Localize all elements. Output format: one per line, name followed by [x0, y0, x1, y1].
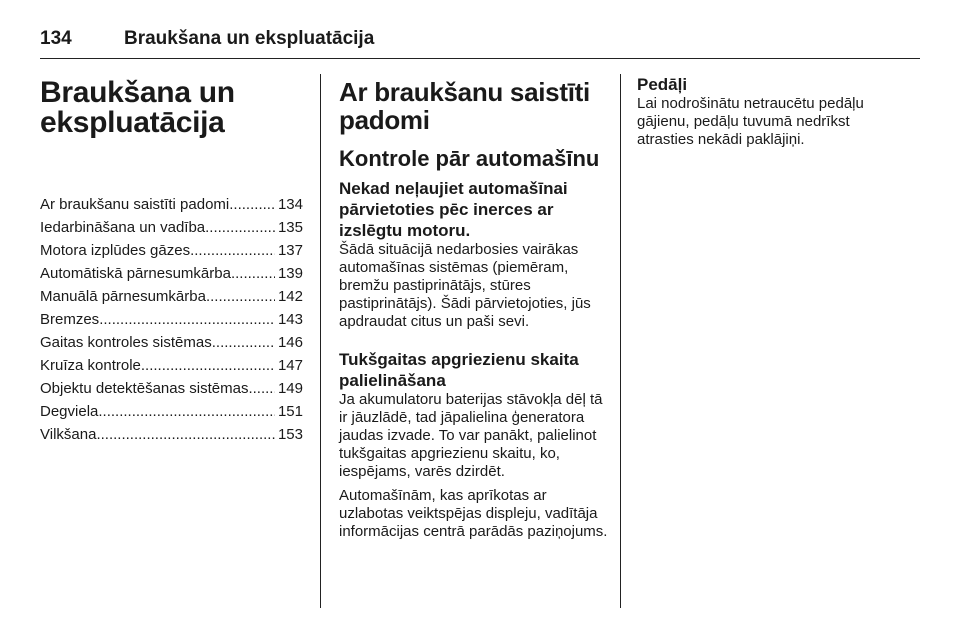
toc-entry-label: Gaitas kontroles sistēmas	[40, 334, 212, 351]
toc-column	[40, 74, 303, 446]
toc-entry-page: 139	[277, 265, 303, 282]
toc-entry-label: Kruīza kontrole	[40, 357, 141, 374]
toc-entry-label: Iedarbināšana un vadība	[40, 219, 206, 236]
pedals-heading: Pedāļi	[637, 75, 688, 94]
toc-entry-label: Motora izplūdes gāzes	[40, 242, 191, 259]
idle-speed-text: Ja akumulatoru baterijas stāvokļa dēļ tā ir jāuzlādē, tad jāpalielina ģeneratora jaudas izvade. To var panākt, palielinot tukšgaitas apgriezienu skaitu, ko, iespējams, varēs dzirdēt.	[339, 391, 603, 480]
toc-entry[interactable]	[40, 354, 303, 377]
toc-entry-label: Degviela	[40, 403, 99, 420]
toc-entry-label: Objektu detektēšanas sistēmas	[40, 380, 249, 397]
toc-entry-page: 153	[277, 426, 303, 443]
toc-entry-page: 146	[277, 334, 303, 351]
toc-leader-dots	[141, 354, 275, 377]
toc-entry-label: Bremzes	[40, 311, 100, 328]
toc-leader-dots	[212, 331, 275, 354]
toc-leader-dots	[98, 400, 275, 423]
toc-entry[interactable]	[40, 331, 303, 354]
toc-entry-label: Ar braukšanu saistīti padomi	[40, 196, 230, 213]
idle-speed-heading: Tukšgaitas apgriezienu skaita palielināšana	[339, 350, 579, 390]
toc-entry[interactable]	[40, 239, 303, 262]
toc-leader-dots	[206, 285, 275, 308]
toc-entry-page: 137	[277, 242, 303, 259]
toc-entry[interactable]	[40, 262, 303, 285]
toc-leader-dots	[190, 239, 275, 262]
toc-leader-dots	[205, 216, 275, 239]
toc-entry-label: Automātiskā pārnesumkārba	[40, 265, 231, 282]
table-of-contents	[40, 193, 303, 446]
toc-leader-dots	[229, 193, 275, 216]
page-header	[40, 10, 374, 50]
toc-leader-dots	[231, 262, 275, 285]
toc-entry[interactable]	[40, 423, 303, 446]
toc-entry-label: Manuālā pārnesumkārba	[40, 288, 206, 305]
pedals-text: Lai nodrošinātu netraucētu pedāļu gājienu, pedāļu tuvumā nedrīkst atrasties nekādi paklājiņi.	[637, 95, 864, 148]
toc-entry-page: 143	[277, 311, 303, 328]
toc-entry-page: 135	[277, 219, 303, 236]
section-title: Ar braukšanu saistīti padomi	[339, 77, 590, 135]
toc-leader-dots	[96, 423, 275, 446]
toc-leader-dots	[248, 377, 275, 400]
coasting-warning-text: Šādā situācijā nedarbosies vairākas automašīnas sistēmas (piemēram, bremžu pastiprinātājs, stūres pastiprinātājs). Šādi pārvietojoties, jūs apdraudat citus un paši sevi.	[339, 241, 591, 330]
column-divider-2	[620, 74, 621, 608]
toc-entry[interactable]	[40, 285, 303, 308]
toc-entry[interactable]	[40, 308, 303, 331]
pedals-column	[637, 74, 907, 155]
column-divider-1	[320, 74, 321, 608]
chapter-title: Braukšana un ekspluatācija	[40, 76, 235, 139]
toc-entry[interactable]	[40, 377, 303, 400]
main-column	[339, 74, 609, 547]
header-divider	[40, 58, 920, 59]
toc-entry-page: 142	[277, 288, 303, 305]
running-title: Braukšana un ekspluatācija	[124, 28, 375, 49]
page-number: 134	[40, 28, 72, 49]
subsection-title: Kontrole pār automašīnu	[339, 146, 600, 171]
toc-entry-label: Vilkšana	[40, 426, 97, 443]
coasting-warning-heading: Nekad neļaujiet automašīnai pārvietoties pēc inerces ar izslēgtu motoru.	[339, 179, 568, 240]
toc-entry-page: 147	[277, 357, 303, 374]
toc-entry[interactable]	[40, 193, 303, 216]
toc-leader-dots	[99, 308, 275, 331]
toc-entry-page: 151	[277, 403, 303, 420]
toc-entry[interactable]	[40, 216, 303, 239]
toc-entry-page: 134	[277, 196, 303, 213]
idle-speed-display-text: Automašīnām, kas aprīkotas ar uzlabotas veiktspējas displeju, vadītāja informācijas centrā parādās paziņojums.	[339, 487, 608, 540]
toc-entry[interactable]	[40, 400, 303, 423]
toc-entry-page: 149	[277, 380, 303, 397]
